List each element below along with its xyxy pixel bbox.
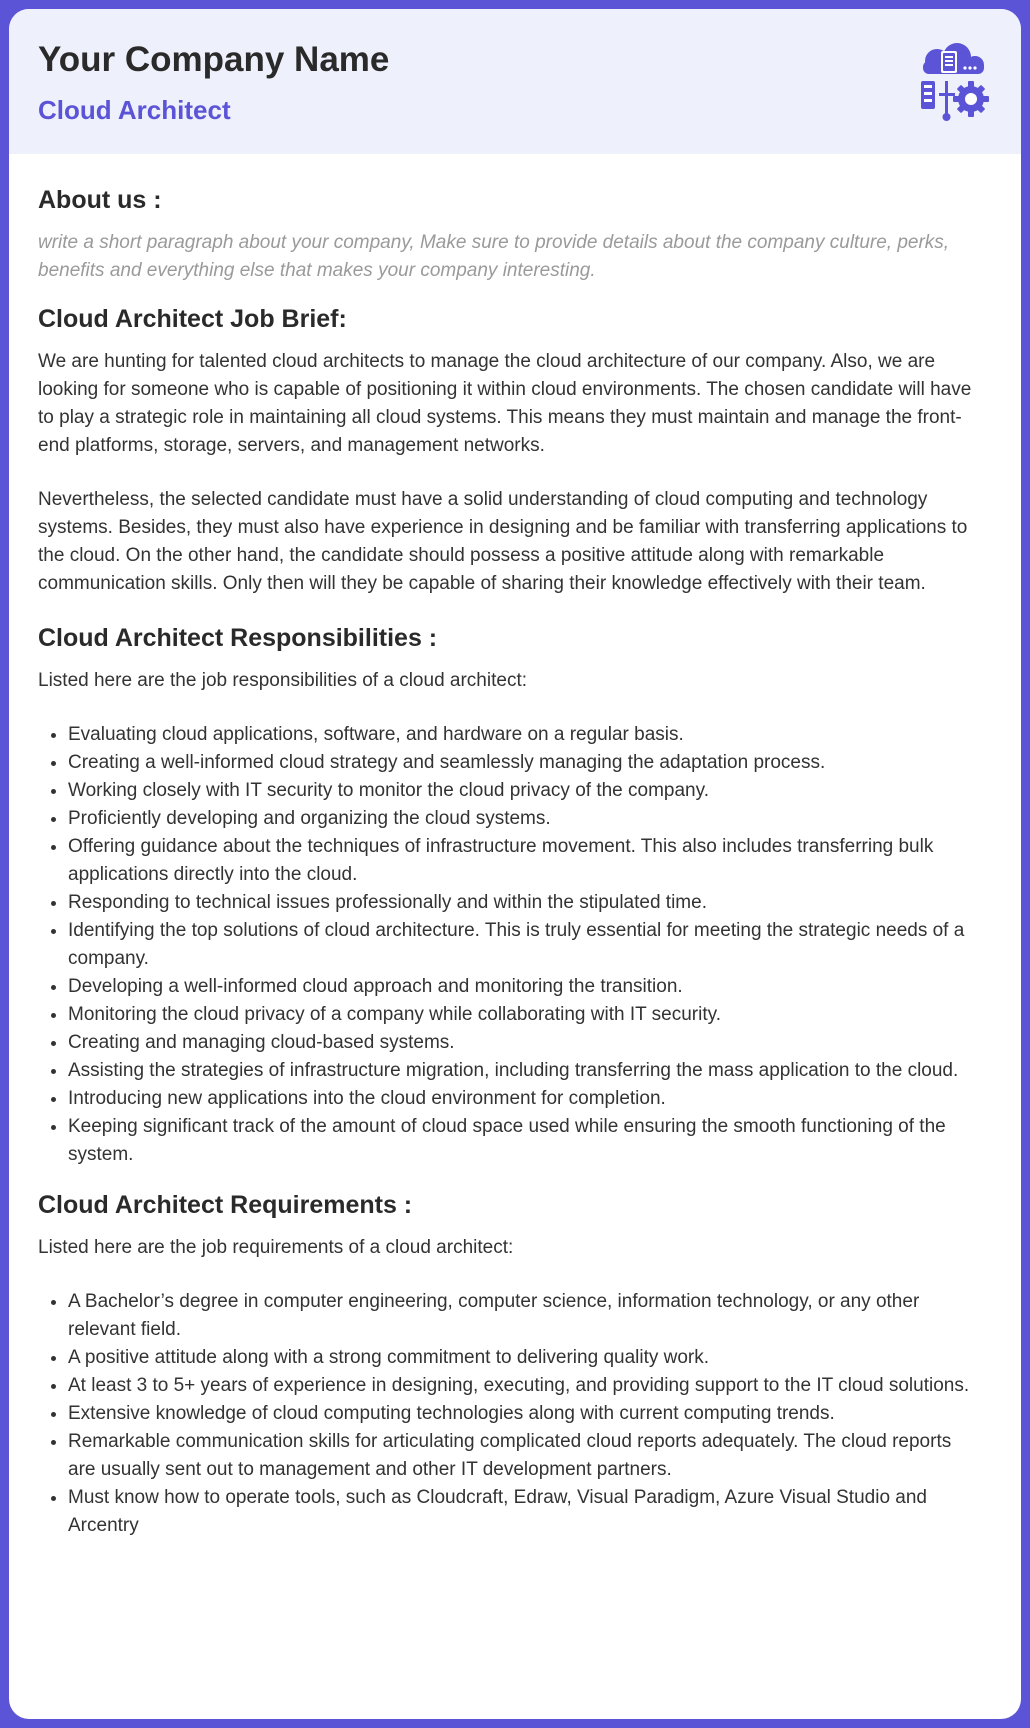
list-item: • Remarkable communication skills for articulating complicated cloud reports adequately. The cloud reports are usually sent out to management and other IT development partners. <box>68 1428 981 1484</box>
job-brief-heading: Cloud Architect Job Brief: <box>38 305 347 333</box>
list-item: • Proficiently developing and organizing the cloud systems. <box>68 805 981 833</box>
requirements-heading: Cloud Architect Requirements : <box>38 1191 413 1219</box>
responsibilities-section <box>38 624 981 1169</box>
cloud-server-gear-icon <box>905 41 991 127</box>
list-item: • Working closely with IT security to monitor the cloud privacy of the company. <box>68 777 981 805</box>
job-brief-section <box>38 305 981 598</box>
list-item: • A Bachelor’s degree in computer engineering, computer science, information technology, or any other relevant field. <box>68 1288 981 1344</box>
job-brief-paragraph: Nevertheless, the selected candidate must have a solid understanding of cloud computing and technology systems. Besides, they must also have experience in designing and be familiar with transferring applications to the cloud. On the other hand, the candidate should possess a positive attitude along with remarkable communication skills. Only then will they be capable of sharing their knowledge effectively with their team. <box>38 489 968 594</box>
list-item: • Keeping significant track of the amount of cloud space used while ensuring the smooth functioning of the system. <box>68 1113 981 1169</box>
company-name: Your Company Name <box>38 40 390 79</box>
responsibilities-heading: Cloud Architect Responsibilities : <box>38 624 438 652</box>
list-item: • Responding to technical issues professionally and within the stipulated time. <box>68 889 981 917</box>
content <box>9 154 1021 1540</box>
job-description-card <box>9 9 1021 1719</box>
responsibilities-list <box>38 721 981 1169</box>
job-brief-paragraph: We are hunting for talented cloud architects to manage the cloud architecture of our company. Also, we are looking for someone who is capable of positioning it within cloud environments. The chosen candidate will have to play a strategic role in maintaining all cloud systems. This means they must maintain and manage the front-end platforms, storage, servers, and management networks. <box>38 351 972 456</box>
list-item: • A positive attitude along with a strong commitment to delivering quality work. <box>68 1344 981 1372</box>
responsibilities-intro: Listed here are the job responsibilities of a cloud architect: <box>38 670 527 691</box>
list-item: • Offering guidance about the techniques of infrastructure movement. This also includes transferring bulk applications directly into the cloud. <box>68 833 981 889</box>
header <box>9 9 1021 154</box>
job-title: Cloud Architect <box>38 95 231 125</box>
list-item: • Creating and managing cloud-based systems. <box>68 1029 981 1057</box>
requirements-list <box>38 1288 981 1540</box>
list-item: • Extensive knowledge of cloud computing technologies along with current computing trends. <box>68 1400 981 1428</box>
list-item: • At least 3 to 5+ years of experience in designing, executing, and providing support to the IT cloud solutions. <box>68 1372 981 1400</box>
list-item: • Identifying the top solutions of cloud architecture. This is truly essential for meeting the strategic needs of a company. <box>68 917 981 973</box>
list-item: • Must know how to operate tools, such as Cloudcraft, Edraw, Visual Paradigm, Azure Visual Studio and Arcentry <box>68 1484 981 1540</box>
list-item: • Monitoring the cloud privacy of a company while collaborating with IT security. <box>68 1001 981 1029</box>
list-item: • Evaluating cloud applications, software, and hardware on a regular basis. <box>68 721 981 749</box>
list-item: • Developing a well-informed cloud approach and monitoring the transition. <box>68 973 981 1001</box>
list-item: • Introducing new applications into the cloud environment for completion. <box>68 1085 981 1113</box>
requirements-intro: Listed here are the job requirements of a cloud architect: <box>38 1237 514 1258</box>
about-heading: About us : <box>38 186 162 214</box>
list-item: • Assisting the strategies of infrastructure migration, including transferring the mass application to the cloud. <box>68 1057 981 1085</box>
about-section <box>38 186 981 285</box>
requirements-section <box>38 1191 981 1540</box>
about-text: write a short paragraph about your company, Make sure to provide details about the company culture, perks, benefits and everything else that makes your company interesting. <box>38 232 950 281</box>
list-item: • Creating a well-informed cloud strategy and seamlessly managing the adaptation process. <box>68 749 981 777</box>
